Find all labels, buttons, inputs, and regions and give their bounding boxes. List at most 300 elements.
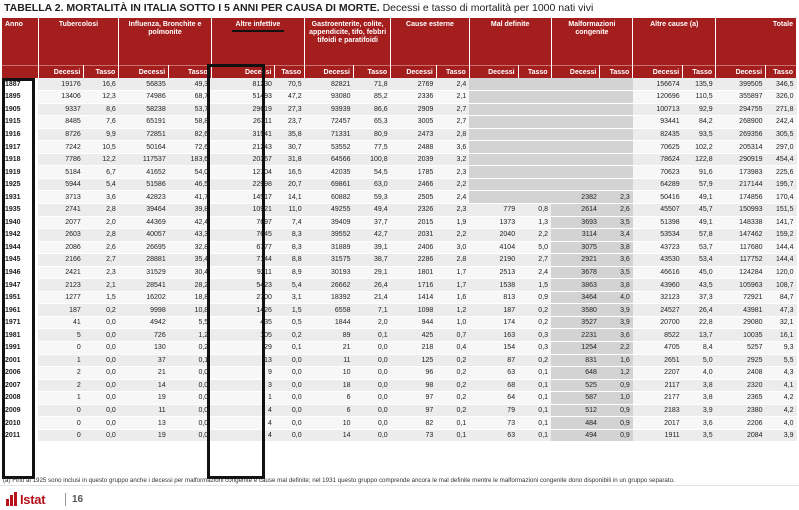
value-cell: 0,0 xyxy=(353,367,390,380)
value-cell: 46616 xyxy=(633,266,683,279)
value-cell: 2,8 xyxy=(84,203,119,216)
value-cell: 4,0 xyxy=(683,367,716,380)
value-cell: 0,7 xyxy=(436,329,469,342)
value-cell: 49,1 xyxy=(683,191,716,204)
value-cell: 2421 xyxy=(38,266,84,279)
value-cell: 187 xyxy=(38,304,84,317)
value-cell: 159,2 xyxy=(766,229,797,242)
value-cell xyxy=(551,128,600,141)
table-row xyxy=(2,354,797,367)
value-cell: 0,0 xyxy=(275,404,305,417)
value-cell: 41 xyxy=(38,316,84,329)
value-cell: 0,3 xyxy=(518,329,551,342)
value-cell: 2513 xyxy=(469,266,518,279)
year-cell: 1940 xyxy=(2,216,38,229)
header-altre-infettive-label: Altre infettive xyxy=(235,21,281,28)
value-cell: 0,1 xyxy=(518,404,551,417)
value-cell: 56835 xyxy=(119,78,169,91)
value-cell: 1,2 xyxy=(169,329,211,342)
value-cell: 91,6 xyxy=(683,166,716,179)
value-cell: 271,8 xyxy=(766,103,797,116)
value-cell: 2166 xyxy=(38,254,84,267)
table-row xyxy=(2,367,797,380)
header-decessi: Decessi xyxy=(211,66,275,79)
value-cell: 779 xyxy=(469,203,518,216)
value-cell: 2,4 xyxy=(518,266,551,279)
year-cell: 1951 xyxy=(2,291,38,304)
value-cell: 3075 xyxy=(551,241,600,254)
header-tasso: Tasso xyxy=(600,66,633,79)
value-cell: 14517 xyxy=(211,191,275,204)
value-cell: 0,1 xyxy=(518,417,551,430)
value-cell: 0,2 xyxy=(518,316,551,329)
value-cell xyxy=(551,78,600,91)
value-cell: 19 xyxy=(119,392,169,405)
value-cell: 89 xyxy=(305,329,354,342)
value-cell: 39,1 xyxy=(353,241,390,254)
value-cell xyxy=(600,153,633,166)
table-row xyxy=(2,404,797,417)
value-cell xyxy=(518,141,551,154)
value-cell: 8,4 xyxy=(683,341,716,354)
value-cell: 2473 xyxy=(391,128,437,141)
table-row xyxy=(2,191,797,204)
value-cell: 35,8 xyxy=(275,128,305,141)
value-cell: 26,4 xyxy=(353,279,390,292)
value-cell: 0,9 xyxy=(600,404,633,417)
value-cell: 1 xyxy=(211,392,275,405)
value-cell: 425 xyxy=(391,329,437,342)
value-cell: 82435 xyxy=(633,128,683,141)
value-cell: 0,2 xyxy=(84,304,119,317)
value-cell: 1 xyxy=(38,392,84,405)
value-cell: 1,0 xyxy=(600,392,633,405)
value-cell: 7,6 xyxy=(84,116,119,129)
table-row xyxy=(2,304,797,317)
value-cell: 0,0 xyxy=(169,429,211,442)
value-cell: 2921 xyxy=(551,254,600,267)
value-cell: 3,6 xyxy=(600,254,633,267)
table-row xyxy=(2,291,797,304)
value-cell: 8,3 xyxy=(275,241,305,254)
mortality-table xyxy=(2,18,797,442)
value-cell: 5184 xyxy=(38,166,84,179)
value-cell xyxy=(518,153,551,166)
value-cell: 0,0 xyxy=(169,379,211,392)
value-cell: 31529 xyxy=(119,266,169,279)
value-cell: 11 xyxy=(119,404,169,417)
year-cell: 1961 xyxy=(2,304,38,317)
value-cell: 31575 xyxy=(305,254,354,267)
value-cell xyxy=(551,153,600,166)
value-cell: 110,5 xyxy=(683,91,716,104)
value-cell: 7242 xyxy=(38,141,84,154)
value-cell: 3,9 xyxy=(766,429,797,442)
value-cell: 218 xyxy=(391,341,437,354)
header-cause-esterne: Cause esterne xyxy=(391,18,470,66)
value-cell: 2,1 xyxy=(436,91,469,104)
value-cell: 24527 xyxy=(633,304,683,317)
value-cell: 70,5 xyxy=(275,78,305,91)
value-cell: 2286 xyxy=(391,254,437,267)
value-cell: 9211 xyxy=(211,266,275,279)
value-cell: 4 xyxy=(211,417,275,430)
value-cell: 346,5 xyxy=(766,78,797,91)
value-cell: 1426 xyxy=(211,304,275,317)
value-cell: 30,7 xyxy=(275,141,305,154)
value-cell: 217144 xyxy=(716,178,766,191)
value-cell: 2,0 xyxy=(84,216,119,229)
table-row xyxy=(2,254,797,267)
value-cell: 7144 xyxy=(211,254,275,267)
value-cell: 2769 xyxy=(391,78,437,91)
value-cell: 3,6 xyxy=(683,417,716,430)
table-row xyxy=(2,166,797,179)
value-cell: 68,7 xyxy=(169,91,211,104)
year-cell: 1895 xyxy=(2,91,38,104)
header-mal-definite: Mal definite xyxy=(469,18,551,66)
value-cell: 2466 xyxy=(391,178,437,191)
value-cell: 174856 xyxy=(716,191,766,204)
value-cell xyxy=(518,166,551,179)
value-cell: 2,3 xyxy=(436,203,469,216)
value-cell: 269356 xyxy=(716,128,766,141)
value-cell: 14 xyxy=(119,379,169,392)
value-cell: 37,7 xyxy=(353,216,390,229)
value-cell: 0,2 xyxy=(436,379,469,392)
value-cell: 84,7 xyxy=(766,291,797,304)
value-cell: 2031 xyxy=(391,229,437,242)
value-cell: 65191 xyxy=(119,116,169,129)
year-cell: 1935 xyxy=(2,203,38,216)
value-cell xyxy=(469,91,518,104)
year-cell: 1945 xyxy=(2,254,38,267)
header-decessi: Decessi xyxy=(716,66,766,79)
value-cell: 10 xyxy=(305,417,354,430)
value-cell: 1,5 xyxy=(84,291,119,304)
value-cell: 50164 xyxy=(119,141,169,154)
value-cell: 144,4 xyxy=(766,254,797,267)
value-cell: 28881 xyxy=(119,254,169,267)
year-cell: 1981 xyxy=(2,329,38,342)
value-cell: 45,0 xyxy=(683,266,716,279)
value-cell xyxy=(551,116,600,129)
value-cell: 2,8 xyxy=(436,254,469,267)
value-cell: 648 xyxy=(551,367,600,380)
header-decessi: Decessi xyxy=(391,66,437,79)
value-cell: 54,5 xyxy=(353,166,390,179)
value-cell: 3,4 xyxy=(600,229,633,242)
value-cell: 29 xyxy=(211,341,275,354)
value-cell: 21 xyxy=(119,367,169,380)
value-cell: 27,3 xyxy=(275,103,305,116)
value-cell: 0,0 xyxy=(169,392,211,405)
value-cell xyxy=(600,128,633,141)
value-cell: 26662 xyxy=(305,279,354,292)
value-cell: 1,5 xyxy=(518,279,551,292)
value-cell: 47,3 xyxy=(766,304,797,317)
value-cell: 435 xyxy=(211,316,275,329)
value-cell: 2,2 xyxy=(436,178,469,191)
value-cell: 43530 xyxy=(633,254,683,267)
value-cell: 2,2 xyxy=(518,229,551,242)
value-cell: 37 xyxy=(119,354,169,367)
value-cell: 4705 xyxy=(633,341,683,354)
value-cell: 3,9 xyxy=(683,404,716,417)
value-cell: 54,0 xyxy=(169,166,211,179)
value-cell: 195,7 xyxy=(766,178,797,191)
table-row xyxy=(2,316,797,329)
value-cell: 44369 xyxy=(119,216,169,229)
value-cell: 587 xyxy=(551,392,600,405)
value-cell xyxy=(469,178,518,191)
value-cell: 100,8 xyxy=(353,153,390,166)
value-cell: 156674 xyxy=(633,78,683,91)
header-altre-cause: Altre cause (a) xyxy=(633,18,716,66)
value-cell: 40057 xyxy=(119,229,169,242)
value-cell: 51586 xyxy=(119,178,169,191)
value-cell: 5,0 xyxy=(683,354,716,367)
value-cell: 14 xyxy=(305,429,354,442)
value-cell: 0 xyxy=(38,429,84,442)
value-cell xyxy=(600,116,633,129)
value-cell: 97 xyxy=(391,404,437,417)
value-cell: 16202 xyxy=(119,291,169,304)
value-cell: 7697 xyxy=(211,216,275,229)
table-row xyxy=(2,429,797,442)
value-cell: 73 xyxy=(391,429,437,442)
value-cell: 2380 xyxy=(716,404,766,417)
header-decessi: Decessi xyxy=(305,66,354,79)
value-cell: 10035 xyxy=(716,329,766,342)
value-cell: 183,6 xyxy=(169,153,211,166)
year-cell: 2011 xyxy=(2,429,38,442)
value-cell: 3,6 xyxy=(600,329,633,342)
value-cell: 454,4 xyxy=(766,153,797,166)
value-cell: 2382 xyxy=(551,191,600,204)
value-cell: 72,6 xyxy=(169,141,211,154)
value-cell: 46,5 xyxy=(169,178,211,191)
value-cell: 0,9 xyxy=(600,429,633,442)
value-cell xyxy=(600,166,633,179)
value-cell: 3,0 xyxy=(436,241,469,254)
table-row xyxy=(2,341,797,354)
value-cell: 42,7 xyxy=(353,229,390,242)
value-cell: 7786 xyxy=(38,153,84,166)
value-cell: 117752 xyxy=(716,254,766,267)
value-cell xyxy=(600,103,633,116)
value-cell: 6777 xyxy=(211,241,275,254)
value-cell: 105963 xyxy=(716,279,766,292)
header-tasso: Tasso xyxy=(766,66,797,79)
value-cell: 2207 xyxy=(633,367,683,380)
year-cell: 1991 xyxy=(2,341,38,354)
value-cell: 30193 xyxy=(305,266,354,279)
value-cell: 6 xyxy=(305,404,354,417)
value-cell: 4,0 xyxy=(766,417,797,430)
value-cell: 0,3 xyxy=(518,341,551,354)
value-cell: 2,0 xyxy=(353,316,390,329)
value-cell: 71,8 xyxy=(353,78,390,91)
value-cell: 1 xyxy=(38,354,84,367)
value-cell: 2651 xyxy=(633,354,683,367)
value-cell: 23,7 xyxy=(275,116,305,129)
value-cell: 268900 xyxy=(716,116,766,129)
value-cell: 63 xyxy=(469,429,518,442)
table-row xyxy=(2,329,797,342)
value-cell: 0,0 xyxy=(84,379,119,392)
value-cell: 8485 xyxy=(38,116,84,129)
year-cell: 1942 xyxy=(2,229,38,242)
value-cell: 20,7 xyxy=(275,178,305,191)
value-cell: 0,0 xyxy=(353,429,390,442)
value-cell: 21 xyxy=(305,341,354,354)
value-cell: 43723 xyxy=(633,241,683,254)
value-cell: 0,2 xyxy=(436,354,469,367)
header-tasso: Tasso xyxy=(275,66,305,79)
table-row xyxy=(2,103,797,116)
value-cell xyxy=(551,103,600,116)
value-cell: 20700 xyxy=(633,316,683,329)
value-cell: 41652 xyxy=(119,166,169,179)
value-cell: 0,1 xyxy=(518,379,551,392)
value-cell: 1,3 xyxy=(518,216,551,229)
value-cell: 2,6 xyxy=(84,241,119,254)
value-cell: 205314 xyxy=(716,141,766,154)
value-cell: 0,0 xyxy=(275,379,305,392)
footnote: (a) Fino al 1925 sono inclusi in questo gruppo anche i decessi per malformazioni congenite e cause mal definite; nel 1931 questo gruppo comprende ancora le mal definite mentre le malformazioni congenite dono disponibili in un gruppo separato. xyxy=(3,477,675,484)
value-cell: 8726 xyxy=(38,128,84,141)
header-tubercolosi: Tubercolosi xyxy=(38,18,119,66)
value-cell: 3,6 xyxy=(436,141,469,154)
value-cell: 5944 xyxy=(38,178,84,191)
value-cell: 2408 xyxy=(716,367,766,380)
value-cell: 0,0 xyxy=(275,429,305,442)
value-cell: 5,0 xyxy=(518,241,551,254)
value-cell: 10 xyxy=(305,367,354,380)
table-row xyxy=(2,229,797,242)
value-cell: 0,9 xyxy=(600,379,633,392)
value-cell: 2,4 xyxy=(436,191,469,204)
value-cell: 4,3 xyxy=(766,367,797,380)
value-cell: 78624 xyxy=(633,153,683,166)
istat-logo-icon xyxy=(6,492,17,506)
header-altre-infettive xyxy=(211,18,304,66)
value-cell: 9,9 xyxy=(84,128,119,141)
year-cell: 2001 xyxy=(2,354,38,367)
value-cell: 3114 xyxy=(551,229,600,242)
value-cell: 32,1 xyxy=(766,316,797,329)
value-cell: 2,2 xyxy=(600,341,633,354)
header-gastroenterite: Gastroenterite, colite, appendicite, tifo, febbri tifoidi e paratifoidi xyxy=(305,18,391,66)
value-cell: 57,9 xyxy=(683,178,716,191)
value-cell: 135,9 xyxy=(683,78,716,91)
value-cell: 0,0 xyxy=(353,392,390,405)
value-cell: 0,4 xyxy=(436,341,469,354)
header-tasso: Tasso xyxy=(436,66,469,79)
value-cell: 512 xyxy=(551,404,600,417)
value-cell: 35,4 xyxy=(169,254,211,267)
footer-separator xyxy=(65,493,66,506)
value-cell: 53,4 xyxy=(683,254,716,267)
value-cell xyxy=(469,128,518,141)
year-cell: 1944 xyxy=(2,241,38,254)
value-cell: 1,9 xyxy=(436,216,469,229)
highlight-underline xyxy=(232,30,284,32)
value-cell: 49,1 xyxy=(683,216,716,229)
page-number: 16 xyxy=(72,494,84,505)
value-cell: 2017 xyxy=(633,417,683,430)
value-cell: 81230 xyxy=(211,78,275,91)
value-cell: 3693 xyxy=(551,216,600,229)
value-cell: 2077 xyxy=(38,216,84,229)
value-cell: 0 xyxy=(38,417,84,430)
value-cell: 39464 xyxy=(119,203,169,216)
value-cell: 2123 xyxy=(38,279,84,292)
value-cell: 57,8 xyxy=(683,229,716,242)
value-cell: 9998 xyxy=(119,304,169,317)
value-cell: 0,9 xyxy=(518,291,551,304)
value-cell xyxy=(518,78,551,91)
table-row xyxy=(2,203,797,216)
value-cell: 117537 xyxy=(119,153,169,166)
value-cell: 150993 xyxy=(716,203,766,216)
table-title-bold: TABELLA 2. MORTALITÀ IN ITALIA SOTTO I 5 ANNI PER CAUSA DI MORTE. xyxy=(4,2,380,14)
value-cell: 2505 xyxy=(391,191,437,204)
value-cell: 1,2 xyxy=(600,367,633,380)
value-cell: 1373 xyxy=(469,216,518,229)
value-cell: 0,0 xyxy=(275,392,305,405)
value-cell: 80,9 xyxy=(353,128,390,141)
table-title xyxy=(4,2,593,16)
value-cell: 3,5 xyxy=(683,429,716,442)
header-decessi: Decessi xyxy=(633,66,683,79)
value-cell: 0,1 xyxy=(518,392,551,405)
value-cell: 2,6 xyxy=(600,203,633,216)
value-cell: 3,2 xyxy=(436,153,469,166)
value-cell: 3,6 xyxy=(84,191,119,204)
table-row xyxy=(2,379,797,392)
value-cell: 2,7 xyxy=(84,254,119,267)
value-cell xyxy=(518,178,551,191)
value-cell: 151,5 xyxy=(766,203,797,216)
value-cell: 18,8 xyxy=(169,291,211,304)
footer-divider xyxy=(0,485,799,486)
value-cell: 1785 xyxy=(391,166,437,179)
header-tasso: Tasso xyxy=(84,66,119,79)
value-cell: 69861 xyxy=(305,178,354,191)
table-row xyxy=(2,241,797,254)
value-cell: 2700 xyxy=(211,291,275,304)
value-cell: 26,4 xyxy=(683,304,716,317)
value-cell: 2336 xyxy=(391,91,437,104)
value-cell: 8,9 xyxy=(275,266,305,279)
value-cell: 86,6 xyxy=(353,103,390,116)
value-cell: 2741 xyxy=(38,203,84,216)
value-cell: 2603 xyxy=(38,229,84,242)
table-row xyxy=(2,279,797,292)
value-cell: 2614 xyxy=(551,203,600,216)
year-cell: 1925 xyxy=(2,178,38,191)
header-decessi: Decessi xyxy=(469,66,518,79)
value-cell: 0,0 xyxy=(84,354,119,367)
value-cell xyxy=(551,91,600,104)
value-cell: 42035 xyxy=(305,166,354,179)
value-cell: 79 xyxy=(469,404,518,417)
value-cell: 68 xyxy=(469,379,518,392)
value-cell: 10921 xyxy=(211,203,275,216)
value-cell: 225,6 xyxy=(766,166,797,179)
